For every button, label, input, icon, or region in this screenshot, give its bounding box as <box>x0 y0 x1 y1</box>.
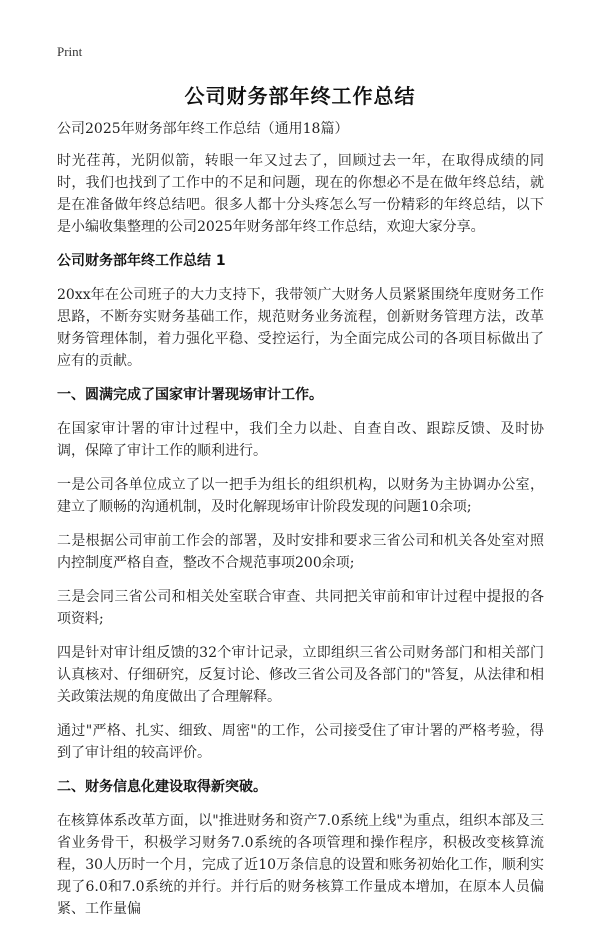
paragraph: 在国家审计署的审计过程中，我们全力以赴、自查自改、跟踪反馈、及时协调，保障了审计工作的顺利进行。 <box>57 421 544 459</box>
paragraph: 在核算体系改革方面，以"推进财务和资产7.0系统上线"为重点，组织本部及三省业务骨干，积极学习财务7.0系统的各项管理和操作程序，积极改变核算流程，30人历时一个月，完成了近10万条信息的设置和账务初始化工作，顺利实现了6.0和7.0系统的并行。并行后的财务核算工作量成本增加，在原本人员偏紧、工作量偏 <box>57 813 544 917</box>
paragraph: 20xx年在公司班子的大力支持下，我带领广大财务人员紧紧围绕年度财务工作思路，不断夯实财务基础工作，规范财务业务流程，创新财务管理方法，改革财务管理体制，着力强化平稳、受控运行，为全面完成公司的各项目标做出了应有的贡献。 <box>57 287 544 369</box>
section-heading: 公司财务部年终工作总结 1 <box>57 253 226 269</box>
paragraph: 三是会同三省公司和相关处室联合审查、共同把关审前和审计过程中提报的各项资料; <box>57 589 544 627</box>
subsection-heading: 一、圆满完成了国家审计署现场审计工作。 <box>57 387 323 403</box>
page-title: 公司财务部年终工作总结 <box>184 84 416 108</box>
intro-paragraph: 时光荏苒，光阴似箭，转眼一年又过去了，回顾过去一年，在取得成绩的同时，我们也找到了工作中的不足和问题，现在的你想必不是在做年终总结，就是在准备做年终总结吧。很多人都十分头疼怎么写一份精彩的年终总结，以下是小编收集整理的公司2025年财务部年终工作总结，欢迎大家分享。 <box>57 153 544 235</box>
paragraph: 四是针对审计组反馈的32个审计记录，立即组织三省公司财务部门和相关部门认真核对、仔细研究，反复讨论、修改三省公司及各部门的"答复，从法律和相关政策法规的角度做出了合理解释。 <box>57 645 544 705</box>
print-link[interactable]: Print <box>57 44 83 59</box>
paragraph: 一是公司各单位成立了以一把手为组长的组织机构，以财务为主协调办公室，建立了顺畅的沟通机制，及时化解现场审计阶段发现的问题10余项; <box>57 477 544 515</box>
document-body <box>57 118 544 932</box>
subsection-heading: 二、财务信息化建设取得新突破。 <box>57 779 267 795</box>
paragraph: 通过"严格、扎实、细致、周密"的工作，公司接受住了审计署的严格考验，得到了审计组的较高评价。 <box>57 723 544 761</box>
paragraph: 二是根据公司审前工作会的部署，及时安排和要求三省公司和机关各处室对照内控制度严格自查，整改不合规范事项200余项; <box>57 533 544 571</box>
document-subtitle: 公司2025年财务部年终工作总结（通用18篇） <box>57 121 349 137</box>
